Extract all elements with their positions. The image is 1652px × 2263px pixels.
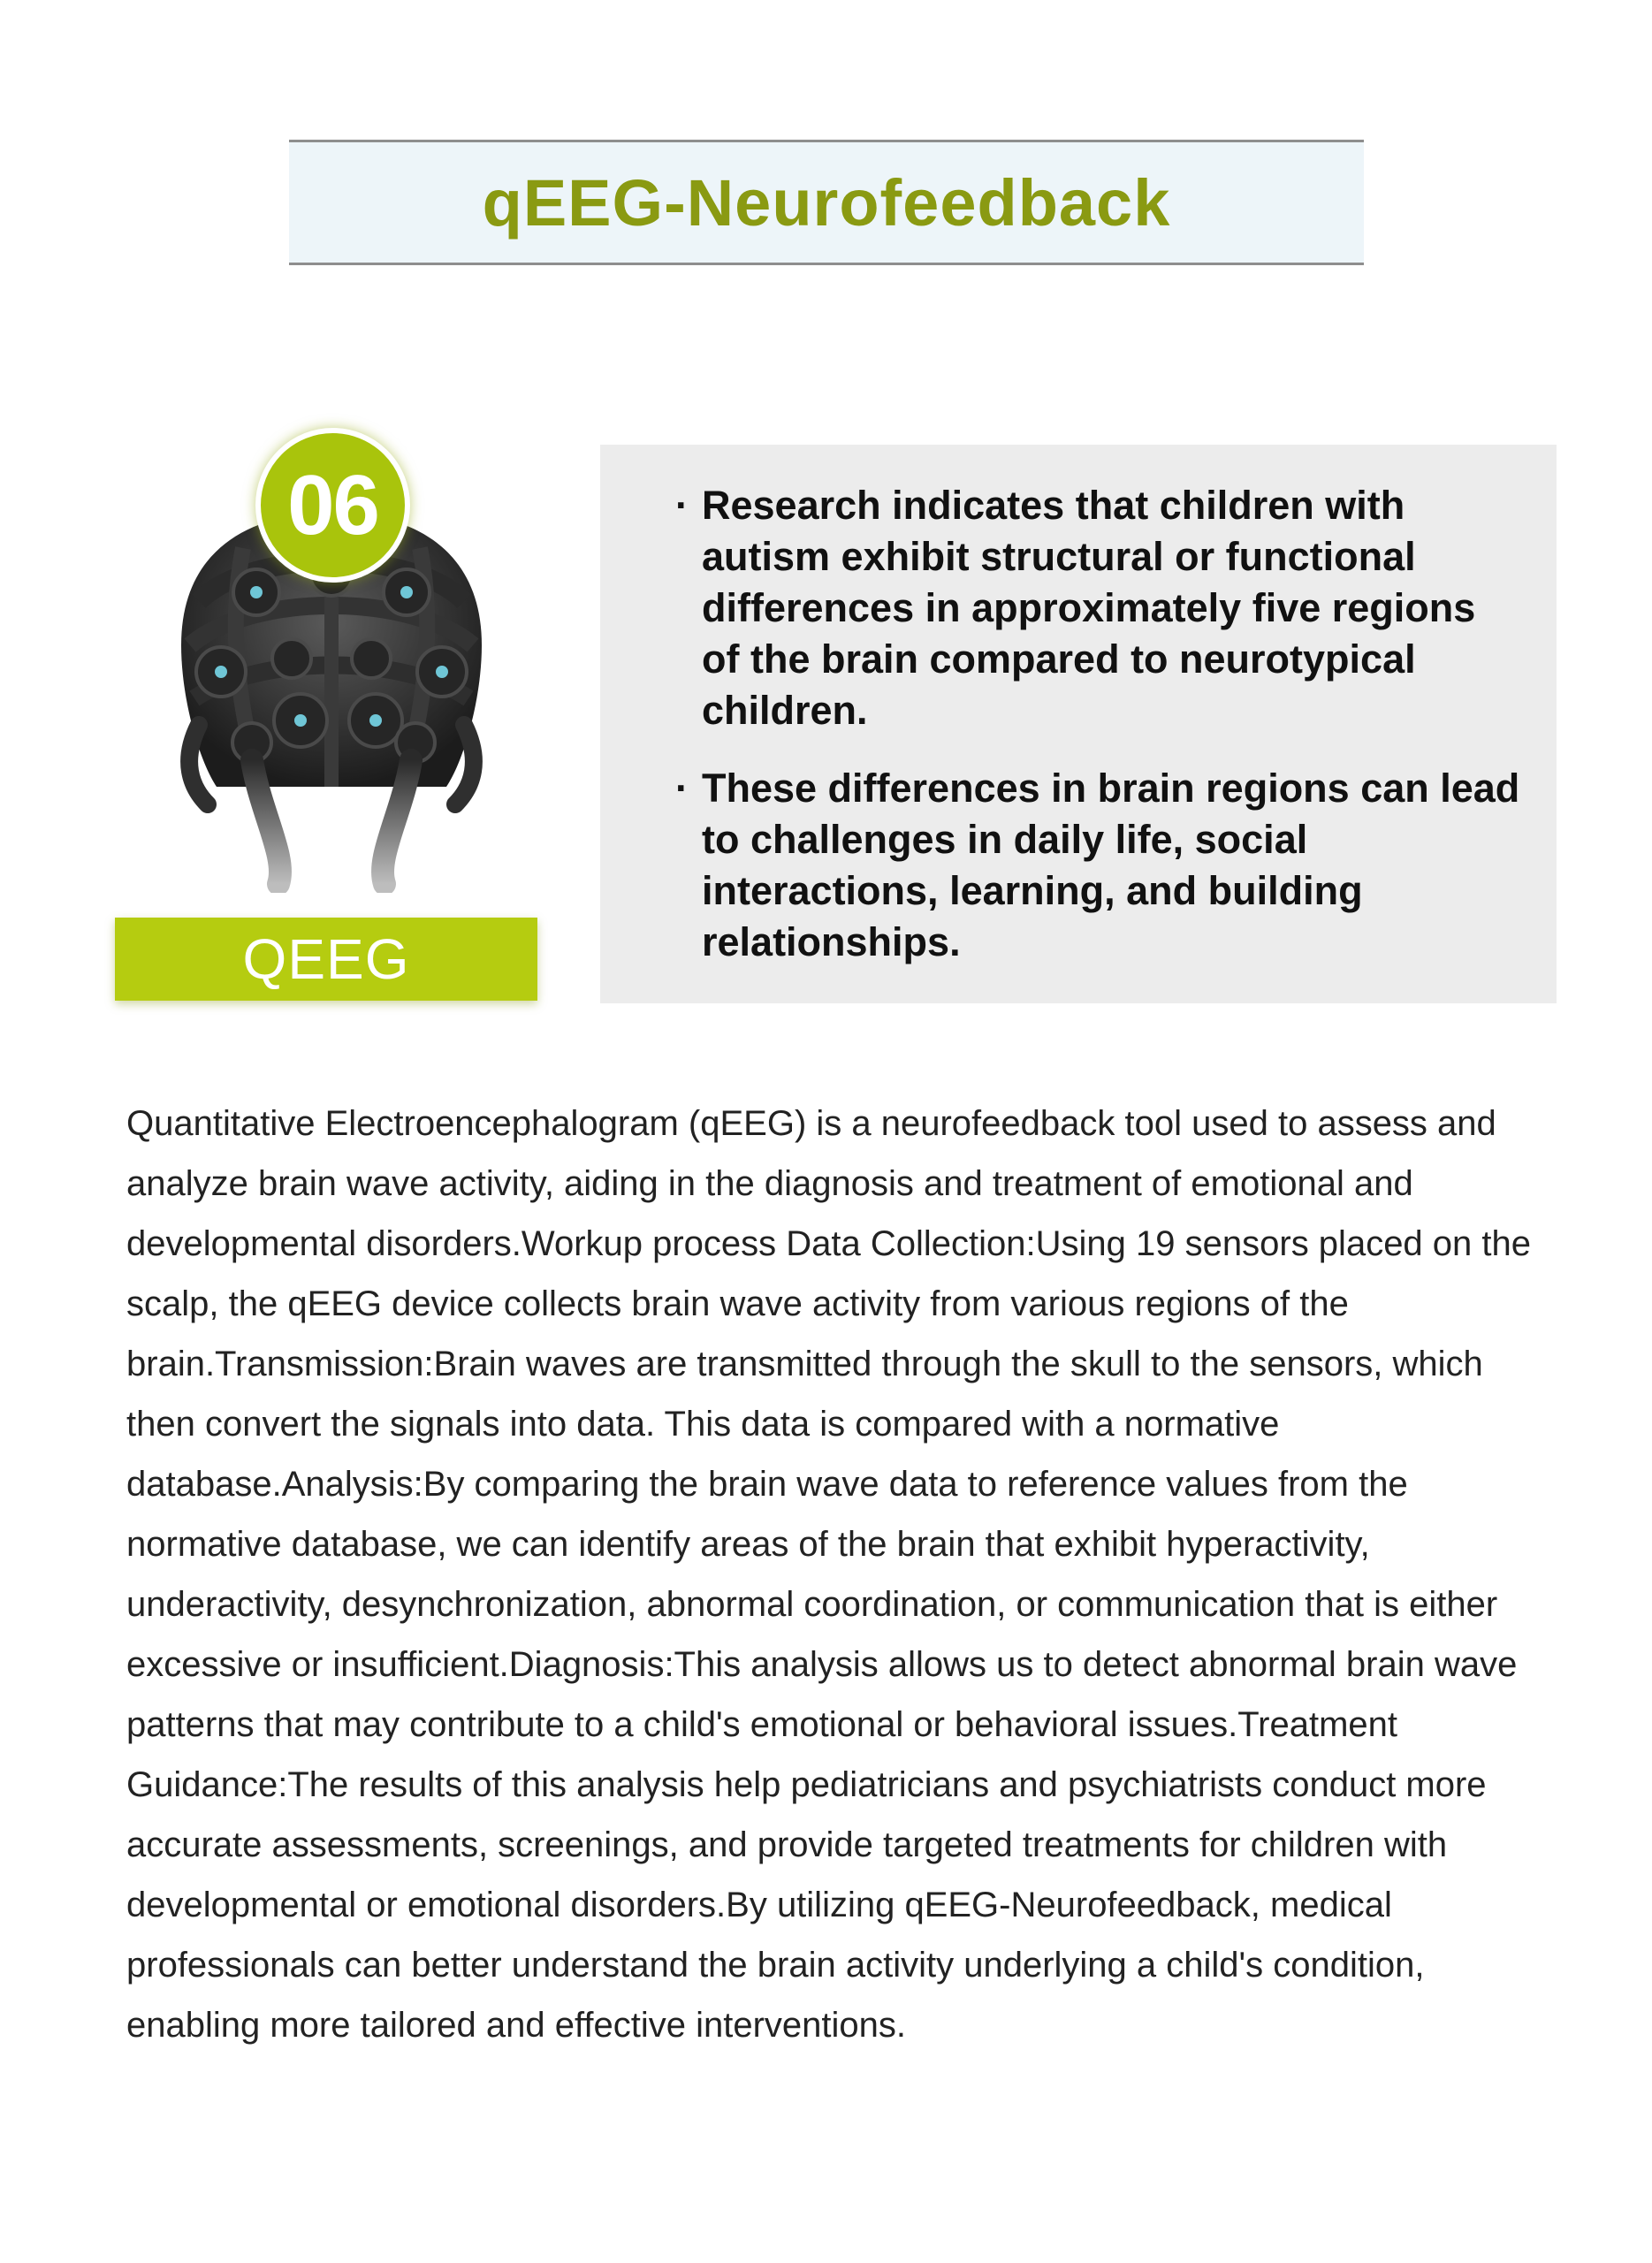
description-paragraph: Quantitative Electroencephalogram (qEEG) is a neurofeedback tool used to assess and analyze brain wave activity, aiding in the diagnosis and treatment of emotional and developmental disorders.Workup process Data Collection:Using 19 sensors placed on the scalp, the qEEG device collects brain wave activity from various regions of the brain.Transmission:Brain waves are transmitted through the skull to the sensors, which then convert the signals into data. This data is compared with a normative database.Analysis:By comparing the brain wave data to reference values from the normative database, we can identify areas of the brain that exhibit hyperactivity, underactivity, desynchronization, abnormal coordination, or communication that is either excessive or insufficient.Diagnosis:This analysis allows us to detect abnormal brain wave patterns that may contribute to a child's emotional or behavioral issues.Treatment Guidance:The results of this analysis help pediatricians and psychiatrists conduct more accurate assessments, screenings, and provide targeted treatments for children with developmental or emotional disorders.By utilizing qEEG-Neurofeedback, medical professionals can better understand the brain activity underlying a child's condition, enabling more tailored and effective interventions. — [126, 1104, 1532, 2045]
qeeg-label-text: QEEG — [242, 927, 410, 991]
bullet-marker: · — [675, 483, 689, 528]
badge-number: 06 — [287, 457, 378, 552]
bullet-text: Research indicates that children with autism exhibit structural or functional differences in approximately five regions of the brain compared to neurotypical children. — [702, 483, 1476, 733]
bullet-marker: · — [675, 766, 689, 811]
page-title: qEEG-Neurofeedback — [482, 165, 1171, 240]
title-banner — [289, 140, 1364, 265]
key-points-panel — [600, 445, 1557, 1003]
bullet-item — [636, 480, 1521, 736]
number-badge — [255, 428, 410, 583]
bullet-item — [636, 763, 1521, 968]
qeeg-label — [115, 918, 537, 1001]
bullet-text: These differences in brain regions can lead to challenges in daily life, social interactions, learning, and building relationships. — [702, 766, 1520, 964]
